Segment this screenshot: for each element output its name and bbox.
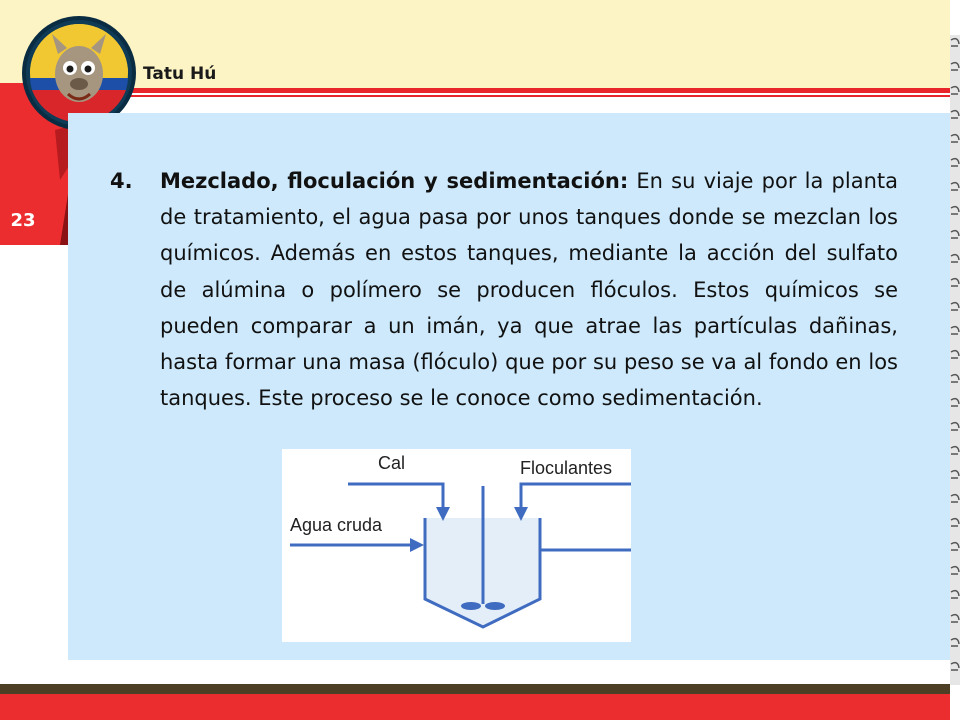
header-rule: [130, 88, 950, 93]
header-rule-thin: [130, 95, 950, 97]
paragraph-label: Mezclado, floculación y sedimentación:: [160, 169, 629, 193]
paragraph: [160, 163, 898, 416]
cal-feed-line: [348, 484, 443, 511]
mixer-blade-left: [461, 602, 481, 610]
content-block: [110, 163, 898, 416]
floculantes-feed-line: [521, 484, 631, 511]
item-number: 4.: [110, 169, 133, 193]
page-number: 23: [10, 210, 36, 231]
spiral-binding: [950, 0, 960, 720]
footer-band: [0, 694, 950, 720]
binding-rings: [950, 0, 960, 720]
sedimentation-tank-diagram: [282, 449, 631, 642]
label-agua-cruda: Agua cruda: [290, 515, 383, 535]
paragraph-text: En su viaje por la planta de tratamiento, el agua pasa por unos tanques donde se mezclan los químicos. Además en estos tanques, mediante la acción del sulfato de alúmina o polímero se producen flóculos. Estos químicos se pueden comparar a un imán, ya que atrae las partículas dañinas, hasta formar una masa (flóculo) que por su peso se va al fondo en los tanques. Este proceso se le conoce como sedimentación.: [160, 169, 898, 411]
mixer-blade-right: [485, 602, 505, 610]
author-name: Tatu Hú: [143, 64, 217, 84]
label-floculantes: Floculantes: [520, 458, 613, 478]
footer-rule: [0, 684, 950, 694]
label-cal: Cal: [378, 453, 406, 473]
inlet-arrow-head: [410, 538, 424, 552]
